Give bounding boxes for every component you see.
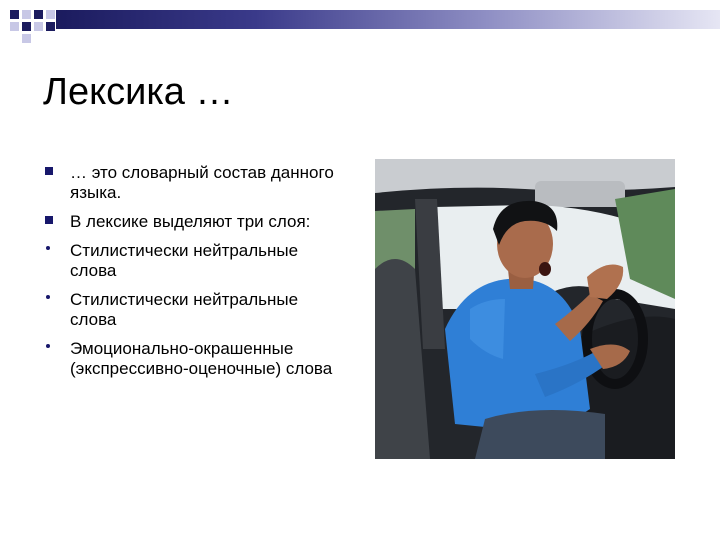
deco-square [46,22,55,31]
deco-square [34,22,43,31]
deco-square [34,10,43,19]
dot-bullet-icon [46,344,50,348]
deco-square [22,22,31,31]
bullet-item [44,241,349,281]
bullet-item [44,339,349,379]
angry-driver-photo [375,159,675,459]
square-bullet-icon [45,167,53,175]
deco-square [22,34,31,43]
bullet-list [44,163,349,388]
bullet-text: Эмоционально-окрашенные (экспрессивно-оценочные) слова [70,339,333,378]
deco-square [10,22,19,31]
photo-illustration [375,159,675,459]
square-bullet-icon [45,216,53,224]
deco-square [46,10,55,19]
bullet-text: Стилистически нейтральные слова [70,241,299,280]
slide-title: Лексика … [43,71,234,113]
bullet-item [44,212,349,232]
bullet-text: … это словарный состав данного языка. [70,163,334,202]
header-gradient-bar [56,10,720,29]
header-decoration [0,0,720,48]
dot-bullet-icon [46,295,50,299]
dot-bullet-icon [46,246,50,250]
deco-square [10,10,19,19]
bullet-item [44,163,349,203]
bullet-text: В лексике выделяют три слоя: [70,212,311,231]
bullet-text: Стилистически нейтральные слова [70,290,299,329]
deco-square [22,10,31,19]
bullet-item [44,290,349,330]
